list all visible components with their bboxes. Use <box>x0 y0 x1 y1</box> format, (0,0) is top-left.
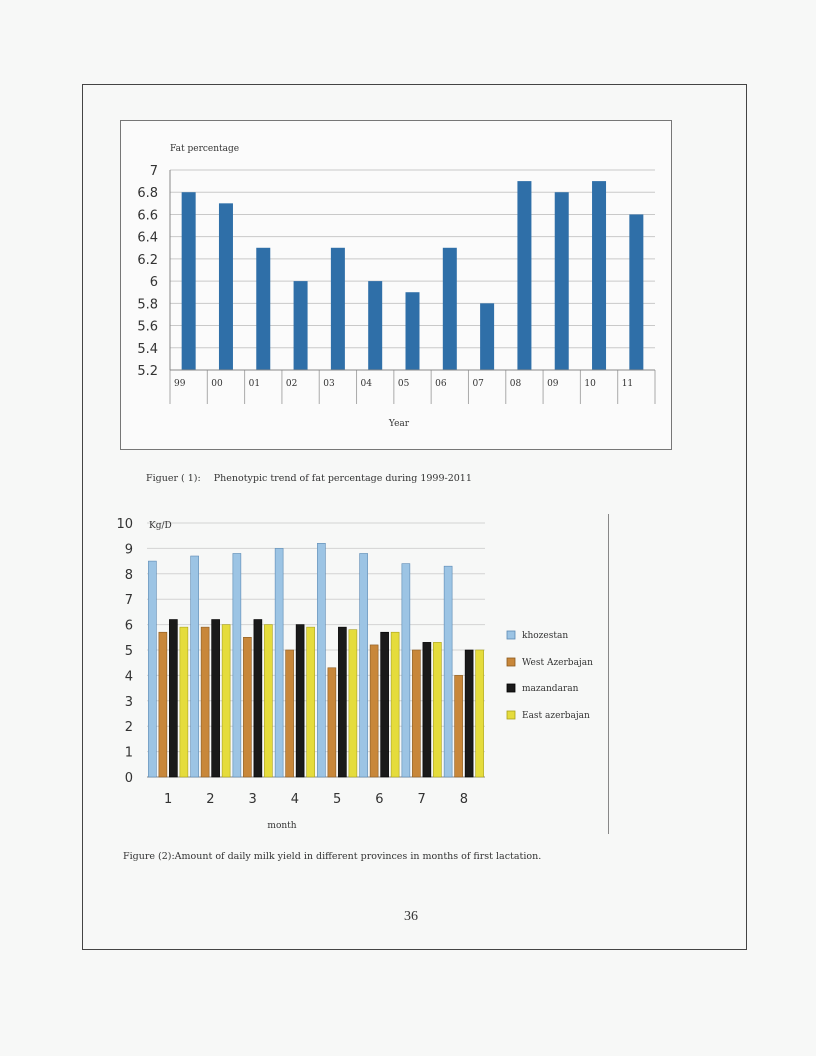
y-tick-label: 10 <box>116 517 133 532</box>
y-tick-label: 6 <box>149 275 158 291</box>
bar-khozestan <box>360 553 368 777</box>
bar-mazandaran <box>169 620 177 777</box>
bar-east-azerbajan <box>264 625 272 777</box>
figure1-caption-text: Phenotypic trend of fat percentage during 1999-2011 <box>213 473 472 484</box>
bar-west-azerbajan <box>328 668 336 777</box>
bar-east-azerbajan <box>180 627 188 777</box>
x-tick-label: 00 <box>211 379 223 389</box>
figure1-caption-label: Figuer ( 1): <box>146 473 201 484</box>
figure2-caption: Figure (2):Amount of daily milk yield in different provinces in months of first lactation. <box>123 851 542 862</box>
bar-khozestan <box>402 564 410 777</box>
x-tick-label: 5 <box>332 792 342 807</box>
bar-khozestan <box>444 566 452 777</box>
bar-east-azerbajan <box>307 627 315 777</box>
bar-mazandaran <box>212 620 220 777</box>
x-tick-label: 07 <box>472 379 484 389</box>
y-axis-title: Kg/D <box>149 521 172 531</box>
bar-west-azerbajan <box>159 632 167 777</box>
y-tick-label: 6 <box>124 618 133 634</box>
x-tick-label: 10 <box>584 379 596 389</box>
y-tick-label: 7 <box>149 164 158 179</box>
legend-swatch <box>507 631 515 639</box>
x-tick-label: 99 <box>174 379 186 389</box>
legend-label: mazandaran <box>522 684 579 694</box>
y-tick-label: 5.4 <box>137 341 158 357</box>
bar-west-azerbajan <box>201 627 209 777</box>
x-tick-label: 01 <box>248 379 261 389</box>
legend-swatch <box>507 684 515 692</box>
y-tick-label: 2 <box>124 720 133 736</box>
y-axis-title: Fat percentage <box>170 144 240 154</box>
bar-west-azerbajan <box>286 650 294 777</box>
x-tick-label: 08 <box>509 379 522 389</box>
x-tick-label: 02 <box>285 379 298 389</box>
y-tick-label: 5.8 <box>137 297 158 313</box>
bar-west-azerbajan <box>243 637 251 777</box>
y-tick-label: 8 <box>124 567 133 583</box>
legend-label: West Azerbajan <box>522 658 593 668</box>
bar-khozestan <box>317 543 325 777</box>
y-tick-label: 6.6 <box>137 208 158 224</box>
bar-khozestan <box>233 553 241 777</box>
y-tick-label: 5 <box>124 644 133 659</box>
x-tick-label: 11 <box>621 379 634 389</box>
x-tick-label: 04 <box>360 379 372 389</box>
y-tick-label: 3 <box>124 694 133 710</box>
x-tick-label: 06 <box>435 379 447 389</box>
legend-swatch <box>507 658 515 666</box>
legend-swatch <box>507 711 515 719</box>
x-tick-label: 03 <box>323 379 335 389</box>
bar-mazandaran <box>254 620 262 777</box>
page-number: 36 <box>404 909 418 924</box>
y-tick-label: 6.4 <box>137 230 158 246</box>
legend-label: khozestan <box>522 631 569 641</box>
x-tick-label: 09 <box>547 379 559 389</box>
x-tick-label: 4 <box>290 792 300 807</box>
bar-mazandaran <box>465 650 473 777</box>
y-tick-label: 4 <box>124 669 133 685</box>
bar-west-azerbajan <box>412 650 420 777</box>
bar-khozestan <box>275 548 283 777</box>
bar-east-azerbajan <box>476 650 484 777</box>
bar-east-azerbajan <box>349 630 357 777</box>
x-tick-label: 2 <box>206 792 215 807</box>
x-tick-label: 7 <box>417 792 426 807</box>
y-tick-label: 5.2 <box>137 364 158 379</box>
bar-mazandaran <box>338 627 346 777</box>
x-axis-title: Year <box>388 419 410 429</box>
x-tick-label: 05 <box>397 379 410 389</box>
x-tick-label: 1 <box>163 792 173 807</box>
bar-khozestan <box>191 556 199 777</box>
y-tick-label: 5.6 <box>137 319 158 335</box>
x-tick-label: 3 <box>248 792 257 807</box>
bar-east-azerbajan <box>222 625 230 777</box>
y-tick-label: 6.2 <box>137 252 158 268</box>
y-tick-label: 6.8 <box>137 186 158 202</box>
x-tick-label: 6 <box>375 792 384 807</box>
chart2-right-border <box>608 514 609 834</box>
y-tick-label: 9 <box>124 542 133 558</box>
bar-mazandaran <box>381 632 389 777</box>
y-tick-label: 0 <box>124 771 133 786</box>
bar-khozestan <box>148 561 156 777</box>
y-tick-label: 7 <box>124 593 133 609</box>
bar-mazandaran <box>423 642 431 777</box>
x-tick-label: 8 <box>459 792 469 807</box>
bar-east-azerbajan <box>433 642 441 777</box>
bar-west-azerbajan <box>370 645 378 777</box>
bar-mazandaran <box>296 625 304 777</box>
bar-west-azerbajan <box>455 675 463 777</box>
bar-east-azerbajan <box>391 632 399 777</box>
y-tick-label: 1 <box>124 745 133 761</box>
legend-label: East azerbajan <box>522 711 590 721</box>
x-axis-title: month <box>267 821 297 831</box>
